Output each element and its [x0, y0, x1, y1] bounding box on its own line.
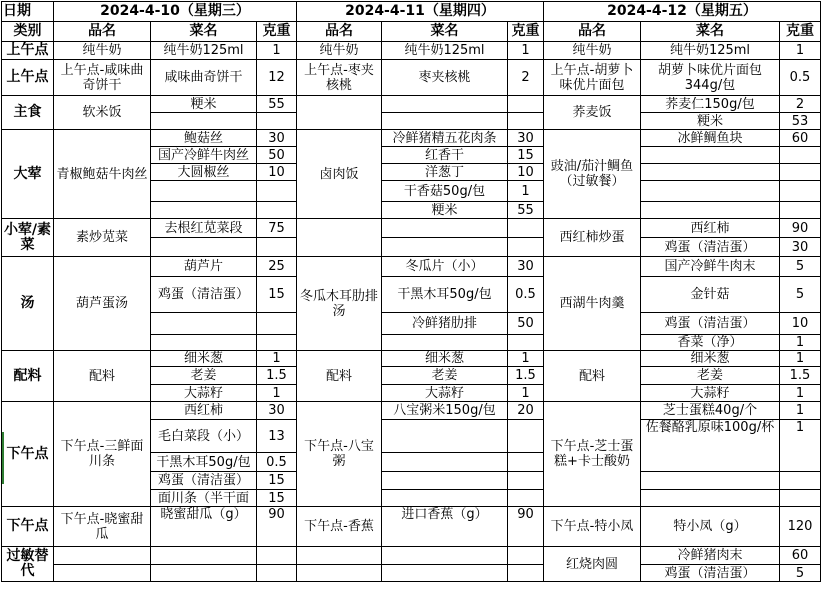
weight-cell [257, 113, 297, 130]
weight-cell: 13 [257, 420, 297, 453]
ingredient-cell: 细米葱 [382, 351, 508, 367]
weight-cell: 25 [257, 257, 297, 277]
ingredient-cell: 国产冷鲜牛肉丝 [151, 147, 257, 164]
ingredient-cell: 鸡蛋（清洁蛋） [641, 565, 780, 582]
dish-cell: 纯牛奶 [54, 42, 151, 60]
weight-cell [508, 453, 544, 472]
ingredient-cell: 鸡蛋（清洁蛋） [151, 277, 257, 313]
dish-cell: 软米饭 [54, 96, 151, 130]
weight-cell [257, 313, 297, 335]
weight-cell: 5 [780, 565, 821, 582]
header-weight: 克重 [257, 22, 297, 42]
dish-cell: 豉油/茄汁鲷鱼（过敏餐） [544, 130, 641, 219]
weight-cell: 53 [780, 113, 821, 130]
category-cell: 汤 [2, 257, 54, 351]
weight-cell: 30 [508, 130, 544, 147]
dish-cell: 下午点-三鲜面川条 [54, 402, 151, 507]
row-selection-marker [2, 432, 4, 484]
weight-cell [508, 113, 544, 130]
header-weight: 克重 [780, 22, 821, 42]
header-category: 类别 [2, 22, 54, 42]
dish-cell [54, 547, 151, 565]
category-cell: 上午点 [2, 60, 54, 96]
ingredient-cell: 红香干 [382, 147, 508, 164]
ingredient-cell: 枣夹核桃 [382, 60, 508, 96]
weight-cell: 1 [780, 385, 821, 402]
weight-cell: 30 [780, 238, 821, 257]
ingredient-cell: 西红柿 [641, 219, 780, 238]
ingredient-cell: 八宝粥米150g/包 [382, 402, 508, 420]
weight-cell [780, 164, 821, 181]
dish-cell: 纯牛奶 [297, 42, 382, 60]
ingredient-cell [382, 420, 508, 453]
ingredient-cell: 纯牛奶125ml [641, 42, 780, 60]
category-cell: 主食 [2, 96, 54, 130]
ingredient-cell: 纯牛奶125ml [382, 42, 508, 60]
category-cell: 过敏替代 [2, 547, 54, 582]
dish-cell: 下午点-香蕉 [297, 507, 382, 547]
ingredient-cell: 荞麦仁150g/包 [641, 96, 780, 113]
ingredient-cell: 冷鲜猪肉末 [641, 547, 780, 565]
dish-cell: 卤肉饭 [297, 130, 382, 219]
weight-cell: 30 [257, 402, 297, 420]
category-cell: 下午点 [2, 507, 54, 547]
ingredient-cell: 咸味曲奇饼干 [151, 60, 257, 96]
dish-cell: 上午点-枣夹核桃 [297, 60, 382, 96]
ingredient-cell: 芝士蛋糕40g/个 [641, 402, 780, 420]
weight-cell: 10 [257, 164, 297, 181]
dish-cell: 下午点-特小凤 [544, 507, 641, 547]
weight-cell: 30 [508, 257, 544, 277]
ingredient-cell [641, 472, 780, 490]
ingredient-cell: 面川条（半干面 [151, 490, 257, 507]
weight-cell: 12 [257, 60, 297, 96]
weight-cell: 1.5 [780, 367, 821, 385]
ingredient-cell: 鲍菇丝 [151, 130, 257, 147]
ingredient-cell: 老姜 [382, 367, 508, 385]
weight-cell [257, 565, 297, 582]
ingredient-cell: 去根红苋菜段 [151, 219, 257, 238]
ingredient-cell [641, 490, 780, 507]
weight-cell: 2 [508, 60, 544, 96]
ingredient-cell [382, 490, 508, 507]
dish-cell: 荞麦饭 [544, 96, 641, 130]
weight-cell: 2 [780, 96, 821, 113]
date-day-2: 2024-4-11（星期四） [297, 2, 544, 22]
weight-cell [257, 238, 297, 257]
category-cell: 小荤/素菜 [2, 219, 54, 257]
weight-cell: 1.5 [257, 367, 297, 385]
category-cell: 配料 [2, 351, 54, 402]
ingredient-cell: 粳米 [641, 113, 780, 130]
dish-cell: 配料 [54, 351, 151, 402]
weight-cell: 20 [508, 402, 544, 420]
weight-cell: 50 [508, 313, 544, 335]
ingredient-cell [151, 313, 257, 335]
ingredient-cell: 干黑木耳50g/包 [151, 453, 257, 472]
ingredient-cell: 干黑木耳50g/包 [382, 277, 508, 313]
ingredient-cell [382, 453, 508, 472]
weight-cell: 1.5 [508, 367, 544, 385]
ingredient-cell: 西红柿 [151, 402, 257, 420]
ingredient-cell: 特小凤（g） [641, 507, 780, 547]
ingredient-cell [382, 238, 508, 257]
dish-cell [297, 547, 382, 565]
ingredient-cell [382, 96, 508, 113]
weight-cell [780, 472, 821, 490]
header-weight: 克重 [508, 22, 544, 42]
weight-cell: 10 [508, 164, 544, 181]
weight-cell: 1 [780, 42, 821, 60]
weight-cell: 55 [257, 96, 297, 113]
weight-cell [508, 96, 544, 113]
weight-cell: 75 [257, 219, 297, 238]
weight-cell: 1 [508, 385, 544, 402]
ingredient-cell: 大圆椒丝 [151, 164, 257, 181]
ingredient-cell [151, 335, 257, 351]
dish-cell [54, 565, 151, 582]
ingredient-cell: 冰鲜鲷鱼块 [641, 130, 780, 147]
dish-cell [297, 219, 382, 257]
ingredient-cell: 细米葱 [151, 351, 257, 367]
ingredient-cell [382, 565, 508, 582]
weight-cell: 15 [508, 147, 544, 164]
ingredient-cell [382, 219, 508, 238]
ingredient-cell: 粳米 [151, 96, 257, 113]
weight-cell: 0.5 [780, 60, 821, 96]
weight-cell [508, 565, 544, 582]
dish-cell: 配料 [297, 351, 382, 402]
ingredient-cell [382, 547, 508, 565]
weight-cell [780, 202, 821, 219]
header-dish: 品名 [544, 22, 641, 42]
ingredient-cell [641, 164, 780, 181]
weight-cell: 1 [508, 351, 544, 367]
ingredient-cell [151, 565, 257, 582]
weight-cell [508, 238, 544, 257]
ingredient-cell: 细米葱 [641, 351, 780, 367]
ingredient-cell [151, 113, 257, 130]
ingredient-cell: 进口香蕉（g） [382, 507, 508, 547]
dish-cell: 青椒鲍菇牛肉丝 [54, 130, 151, 219]
ingredient-cell [382, 113, 508, 130]
weight-cell: 15 [257, 490, 297, 507]
weight-cell: 90 [257, 507, 297, 547]
header-dish: 品名 [297, 22, 382, 42]
dish-cell: 下午点-晓蜜甜瓜 [54, 507, 151, 547]
weight-cell: 1 [780, 420, 821, 472]
weight-cell [508, 420, 544, 453]
date-day-1: 2024-4-10（星期三） [54, 2, 297, 22]
ingredient-cell: 老姜 [641, 367, 780, 385]
ingredient-cell: 冷鲜猪精五花肉条 [382, 130, 508, 147]
ingredient-cell: 佐餐酪乳原味100g/杯 [641, 420, 780, 472]
ingredient-cell [151, 202, 257, 219]
weight-cell: 1 [780, 335, 821, 351]
ingredient-cell: 纯牛奶125ml [151, 42, 257, 60]
dish-cell: 上午点-咸味曲奇饼干 [54, 60, 151, 96]
ingredient-cell [151, 547, 257, 565]
dish-cell: 下午点-八宝粥 [297, 402, 382, 507]
ingredient-cell: 香菜（净） [641, 335, 780, 351]
dish-cell: 上午点-胡萝卜味优片面包 [544, 60, 641, 96]
ingredient-cell: 冷鲜猪肋排 [382, 313, 508, 335]
dish-cell: 下午点-芝士蛋糕+卡士酸奶 [544, 402, 641, 507]
weight-cell: 1 [508, 181, 544, 202]
ingredient-cell: 大蒜籽 [382, 385, 508, 402]
dish-cell: 冬瓜木耳肋排汤 [297, 257, 382, 351]
ingredient-cell: 晓蜜甜瓜（g） [151, 507, 257, 547]
ingredient-cell: 冬瓜片（小） [382, 257, 508, 277]
weight-cell: 30 [257, 130, 297, 147]
ingredient-cell: 金针菇 [641, 277, 780, 313]
weight-cell [780, 181, 821, 202]
weight-cell: 120 [780, 507, 821, 547]
weight-cell: 1 [780, 351, 821, 367]
dish-cell: 红烧肉圆 [544, 547, 641, 582]
weight-cell: 1 [257, 351, 297, 367]
weight-cell [508, 547, 544, 565]
weight-cell [257, 202, 297, 219]
header-ingredient: 菜名 [151, 22, 257, 42]
ingredient-cell [151, 238, 257, 257]
weight-cell: 5 [780, 257, 821, 277]
weight-cell: 1 [257, 42, 297, 60]
weight-cell: 10 [780, 313, 821, 335]
dish-cell [297, 565, 382, 582]
header-ingredient: 菜名 [641, 22, 780, 42]
dish-cell: 纯牛奶 [544, 42, 641, 60]
ingredient-cell [641, 181, 780, 202]
header-ingredient: 菜名 [382, 22, 508, 42]
date-day-3: 2024-4-12（星期五） [544, 2, 821, 22]
category-cell: 下午点 [2, 402, 54, 507]
weight-cell: 0.5 [508, 277, 544, 313]
weight-cell [508, 472, 544, 490]
ingredient-cell: 大蒜籽 [641, 385, 780, 402]
weight-cell [508, 335, 544, 351]
ingredient-cell: 毛白菜段（小） [151, 420, 257, 453]
weight-cell [780, 147, 821, 164]
weight-cell [780, 490, 821, 507]
ingredient-cell: 胡萝卜味优片面包344g/包 [641, 60, 780, 96]
ingredient-cell: 干香菇50g/包 [382, 181, 508, 202]
weight-cell: 15 [257, 277, 297, 313]
menu-table [1, 1, 821, 582]
ingredient-cell: 鸡蛋（清洁蛋） [151, 472, 257, 490]
header-dish: 品名 [54, 22, 151, 42]
ingredient-cell [382, 335, 508, 351]
ingredient-cell [641, 202, 780, 219]
ingredient-cell: 国产冷鲜牛肉末 [641, 257, 780, 277]
weight-cell: 1 [257, 385, 297, 402]
weight-cell: 60 [780, 547, 821, 565]
dish-cell: 西红柿炒蛋 [544, 219, 641, 257]
date-label: 日期 [2, 2, 54, 22]
weight-cell: 1 [780, 402, 821, 420]
weight-cell: 5 [780, 277, 821, 313]
weight-cell: 50 [257, 147, 297, 164]
ingredient-cell [641, 147, 780, 164]
weight-cell: 15 [257, 472, 297, 490]
ingredient-cell [151, 181, 257, 202]
dish-cell: 葫芦蛋汤 [54, 257, 151, 351]
weight-cell [257, 181, 297, 202]
ingredient-cell: 葫芦片 [151, 257, 257, 277]
ingredient-cell: 洋葱丁 [382, 164, 508, 181]
weight-cell [508, 490, 544, 507]
weight-cell: 1 [508, 42, 544, 60]
ingredient-cell: 老姜 [151, 367, 257, 385]
dish-cell: 素炒苋菜 [54, 219, 151, 257]
dish-cell [297, 96, 382, 130]
ingredient-cell: 大蒜籽 [151, 385, 257, 402]
weight-cell [257, 335, 297, 351]
dish-cell: 西湖牛肉羹 [544, 257, 641, 351]
weight-cell: 0.5 [257, 453, 297, 472]
weight-cell [257, 547, 297, 565]
weight-cell [508, 219, 544, 238]
ingredient-cell: 鸡蛋（清洁蛋） [641, 313, 780, 335]
weight-cell: 55 [508, 202, 544, 219]
ingredient-cell: 鸡蛋（清洁蛋） [641, 238, 780, 257]
ingredient-cell [382, 472, 508, 490]
weight-cell: 60 [780, 130, 821, 147]
weight-cell: 90 [780, 219, 821, 238]
category-cell: 上午点 [2, 42, 54, 60]
weight-cell: 90 [508, 507, 544, 547]
category-cell: 大荤 [2, 130, 54, 219]
dish-cell: 配料 [544, 351, 641, 402]
ingredient-cell: 粳米 [382, 202, 508, 219]
